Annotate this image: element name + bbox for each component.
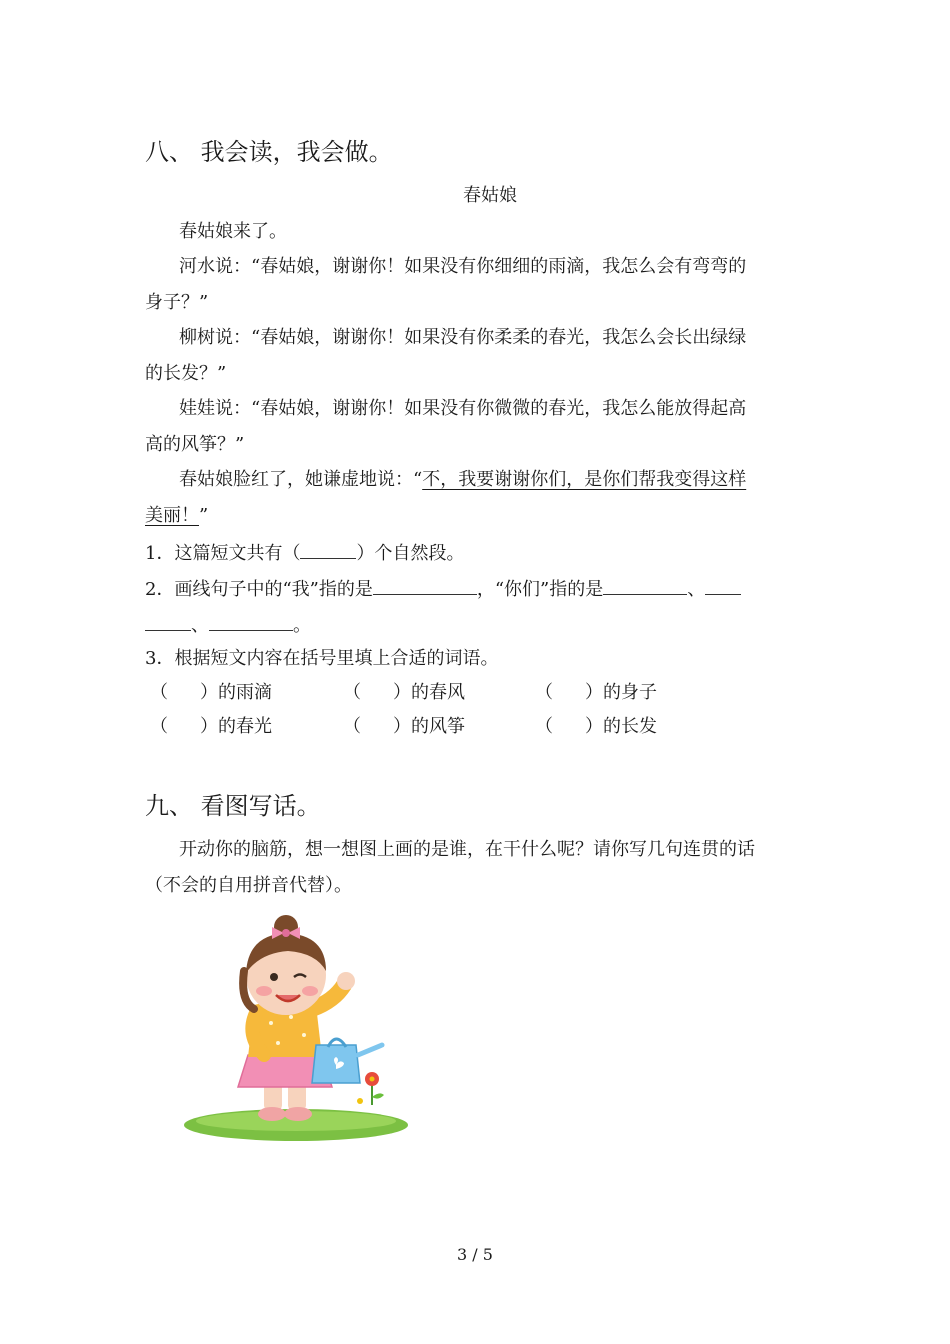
fill-word: 的长发 [603, 716, 657, 737]
answer-blank-wo[interactable] [373, 578, 477, 595]
fill-item-4[interactable] [150, 717, 272, 737]
fill-open-paren: （ [343, 682, 361, 703]
question-1-suffix: ）个自然段。 [356, 543, 465, 564]
fill-word: 的雨滴 [218, 682, 272, 703]
answer-blank-paragraph-count[interactable] [300, 542, 356, 559]
story-paragraph-4-line-1: 娃娃说：“春姑娘，谢谢你！如果没有你微微的春光，我怎么能放得起高 [179, 398, 747, 419]
question-2-line-1 [145, 578, 741, 600]
answer-blank-nimen-2-part-1[interactable] [705, 578, 741, 595]
question-2-separator-1: 、 [687, 579, 706, 600]
question-3: 3．根据短文内容在括号里填上合适的词语。 [145, 648, 499, 669]
fill-word: 的春光 [218, 716, 272, 737]
story-paragraph-4-line-2: 高的风筝？” [145, 434, 245, 455]
fill-item-1[interactable] [150, 683, 272, 703]
question-2-middle: ，“你们”指的是 [476, 579, 604, 600]
answer-blank-nimen-1[interactable] [603, 578, 687, 595]
underlined-sentence-part-2: 美丽！ [145, 505, 199, 526]
section-9-heading: 九、 看图写话。 [145, 792, 321, 820]
fill-close-paren: ） [393, 682, 411, 703]
fill-close-paren: ） [585, 682, 603, 703]
answer-blank-nimen-2-part-2[interactable] [145, 614, 191, 631]
fill-open-paren: （ [535, 716, 553, 737]
fill-close-paren: ） [200, 716, 218, 737]
question-2-prefix: 2．画线句子中的“我”指的是 [145, 579, 373, 600]
section-9-instruction-line-2: （不会的自用拼音代替）。 [145, 875, 352, 896]
fill-open-paren: （ [150, 682, 168, 703]
section-9-instruction-line-1: 开动你的脑筋，想一想图上画的是谁，在干什么呢？请你写几句连贯的话 [179, 839, 755, 860]
story-title: 春姑娘 [463, 185, 517, 206]
answer-blank-nimen-3[interactable] [209, 614, 293, 631]
question-1-prefix: 1．这篇短文共有（ [145, 543, 301, 564]
fill-item-3[interactable] [535, 683, 657, 703]
story-paragraph-3-line-1: 柳树说：“春姑娘，谢谢你！如果没有你柔柔的春光，我怎么会长出绿绿 [179, 327, 747, 348]
story-paragraph-2-line-1: 河水说：“春姑娘，谢谢你！如果没有你细细的雨滴，我怎么会有弯弯的 [179, 256, 747, 277]
story-paragraph-1: 春姑娘来了。 [179, 221, 287, 242]
page-number: 3 / 5 [457, 1245, 493, 1264]
story-paragraph-3-line-2: 的长发？” [145, 363, 227, 384]
fill-open-paren: （ [535, 682, 553, 703]
fill-close-paren: ） [200, 682, 218, 703]
question-2-line-2 [145, 614, 311, 636]
underlined-sentence-part-1: 不，我要谢谢你们，是你们帮我变得这样 [422, 469, 747, 490]
fill-open-paren: （ [150, 716, 168, 737]
story-paragraph-2-line-2: 身子？” [145, 292, 209, 313]
question-2-separator-2: 、 [191, 615, 209, 636]
paragraph-5-close-quote: ” [199, 505, 209, 526]
girl-watering-flower-illustration [176, 905, 412, 1143]
question-1 [145, 542, 464, 564]
story-paragraph-5-line-1 [179, 470, 746, 490]
paragraph-5-lead: 春姑娘脸红了，她谦虚地说：“ [179, 469, 423, 490]
fill-item-6[interactable] [535, 717, 657, 737]
fill-item-2[interactable] [343, 683, 465, 703]
fill-item-5[interactable] [343, 717, 465, 737]
question-2-end: 。 [293, 615, 311, 636]
section-8-heading: 八、 我会读，我会做。 [145, 138, 393, 166]
fill-open-paren: （ [343, 716, 361, 737]
fill-word: 的风筝 [411, 716, 465, 737]
story-paragraph-5-line-2 [145, 506, 208, 526]
fill-close-paren: ） [393, 716, 411, 737]
fill-word: 的身子 [603, 682, 657, 703]
fill-word: 的春风 [411, 682, 465, 703]
fill-close-paren: ） [585, 716, 603, 737]
